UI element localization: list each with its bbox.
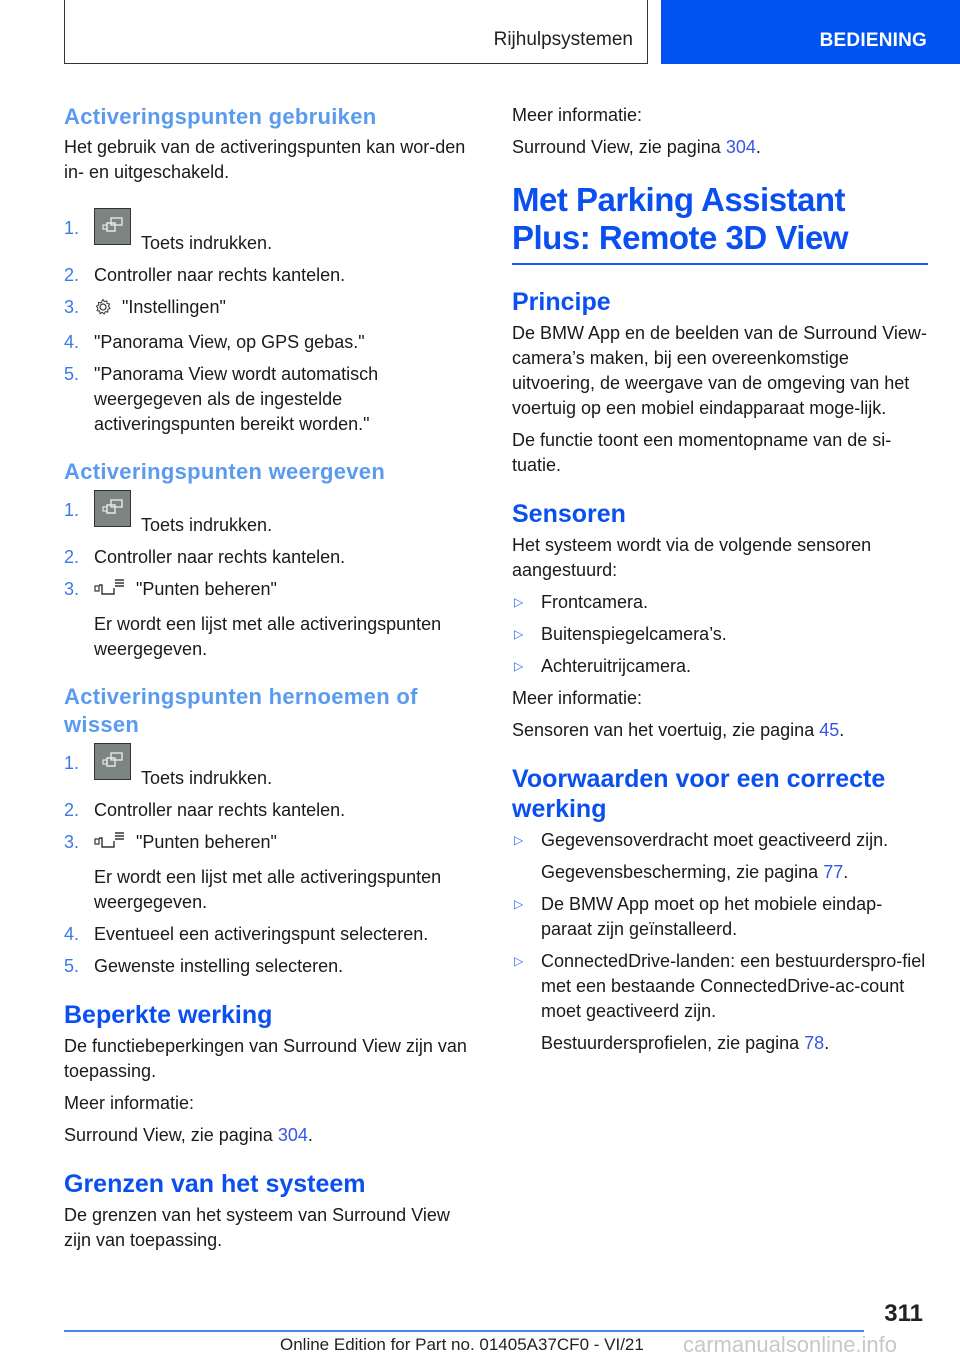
section-title: Sensoren: [512, 500, 626, 528]
step-item: 2. Controller naar rechts kantelen.: [64, 800, 346, 820]
camera-button-icon: [94, 490, 131, 527]
step-note: Er wordt een lijst met alle activeringspunten weergegeven.: [94, 614, 442, 659]
paragraph: De functie toont een momentopname van de si-tuatie.: [512, 430, 892, 475]
steps-list: [64, 751, 480, 979]
step-item: 4. Eventueel een activeringspunt selecteren.: [64, 924, 429, 944]
section-title: Beperkte werking: [64, 1001, 273, 1029]
steps-list: [64, 216, 480, 437]
watermark: carmanualsonline.info: [683, 1332, 898, 1357]
page-number: 311: [884, 1300, 923, 1327]
paragraph: Het systeem wordt via de volgende sensoren aangestuurd:: [512, 535, 872, 580]
camera-list-icon: [94, 578, 126, 605]
page-reference: Surround View, zie pagina 304.: [64, 1125, 313, 1145]
list-item: ▷ Frontcamera.: [512, 590, 928, 615]
more-info-label: Meer informatie:: [512, 105, 643, 125]
gear-icon: [94, 298, 112, 323]
triangle-bullet-icon: ▷: [514, 833, 524, 847]
triangle-bullet-icon: ▷: [514, 595, 524, 609]
section-title: Activeringspunten weergeven: [64, 459, 386, 484]
section-title: Voorwaarden voor een correcte werking: [512, 765, 886, 823]
page-link[interactable]: 45: [819, 720, 840, 740]
section-intro: Het gebruik van de activeringspunten kan wor-den in- en uitgeschakeld.: [64, 137, 466, 182]
list-item: ▷ Gegevensoverdracht moet geactiveerd zijn. Gegevensbescherming, zie pagina 77.: [512, 828, 928, 885]
page-reference: Gegevensbescherming, zie pagina 77.: [541, 862, 849, 882]
more-info-label: Meer informatie:: [64, 1093, 195, 1113]
list-item: ▷ Buitenspiegelcamera’s.: [512, 622, 928, 647]
camera-list-icon: [94, 831, 126, 858]
requirements-list: [512, 828, 928, 1056]
paragraph: De grenzen van het systeem van Surround View zijn van toepassing.: [64, 1205, 450, 1250]
header-chapter-tab: [661, 0, 960, 64]
page-reference: Surround View, zie pagina 304.: [512, 137, 761, 157]
header-chapter-title: BEDIENING: [819, 30, 927, 51]
step-item: 3. "Punten beheren" Er wordt een lijst met alle activeringspunten weergegeven.: [64, 830, 480, 915]
sensor-list: [512, 590, 928, 679]
step-item: 2. Controller naar rechts kantelen.: [64, 547, 346, 567]
triangle-bullet-icon: ▷: [514, 897, 524, 911]
steps-list: [64, 498, 480, 662]
step-item: 2. Controller naar rechts kantelen.: [64, 265, 346, 285]
step-item: 1. Toets indrukken.: [64, 216, 480, 256]
step-item: 4. "Panorama View, op GPS gebas.": [64, 332, 365, 352]
page-reference: Bestuurdersprofielen, zie pagina 78.: [541, 1033, 830, 1053]
section-title: Activeringspunten gebruiken: [64, 104, 377, 129]
camera-button-icon: [94, 208, 131, 245]
page-reference: Sensoren van het voertuig, zie pagina 45.: [512, 720, 845, 740]
header-section-box: [64, 0, 648, 64]
paragraph: De functiebeperkingen van Surround View zijn van toepassing.: [64, 1036, 467, 1081]
triangle-bullet-icon: ▷: [514, 659, 524, 673]
right-column: [512, 103, 928, 1063]
triangle-bullet-icon: ▷: [514, 954, 524, 968]
page-link[interactable]: 78: [804, 1033, 825, 1053]
more-info-label: Meer informatie:: [512, 688, 643, 708]
list-item: ▷ De BMW App moet op het mobiele eindap-paraat zijn geïnstalleerd.: [514, 894, 883, 939]
list-item: ▷ ConnectedDrive-landen: een bestuurderspro-fiel met een bestaande ConnectedDrive-ac-count moet geactiveerd zijn. Bestuurdersprofielen, zie pagina 78.: [512, 949, 928, 1056]
chapter-title: Met Parking Assistant Plus: Remote 3D View: [512, 181, 928, 265]
page-link[interactable]: 304: [725, 137, 756, 157]
step-note: Er wordt een lijst met alle activeringspunten weergegeven.: [94, 867, 442, 912]
left-column: [64, 103, 480, 1260]
step-item: 1. Toets indrukken.: [64, 751, 480, 791]
header-section-title: Rijhulpsystemen: [493, 29, 633, 50]
section-title: Activeringspunten hernoemen of wissen: [64, 684, 418, 737]
step-item: 5. "Panorama View wordt automatisch weergegeven als de ingestelde activeringspunten bereikt worden.": [64, 364, 379, 434]
triangle-bullet-icon: ▷: [514, 627, 524, 641]
step-item: 3. "Punten beheren" Er wordt een lijst met alle activeringspunten weergegeven.: [64, 577, 480, 662]
edition-text: Online Edition for Part no. 01405A37CF0 - VI/21: [280, 1335, 644, 1354]
step-item: 3. "Instellingen": [64, 295, 480, 323]
step-item: 1. Toets indrukken.: [64, 498, 480, 538]
step-item: 5. Gewenste instelling selecteren.: [64, 956, 344, 976]
page-link[interactable]: 304: [277, 1125, 308, 1145]
section-title: Principe: [512, 288, 611, 316]
list-item: ▷ Achteruitrijcamera.: [512, 654, 928, 679]
page-link[interactable]: 77: [823, 862, 844, 882]
paragraph: De BMW App en de beelden van de Surround View-camera’s maken, bij een overeenkomstige uitvoering, de weergave van de omgeving van het voertuig op een mobiel eindapparaat moge-lijk.: [512, 323, 927, 418]
camera-button-icon: [94, 743, 131, 780]
section-title: Grenzen van het systeem: [64, 1170, 366, 1198]
